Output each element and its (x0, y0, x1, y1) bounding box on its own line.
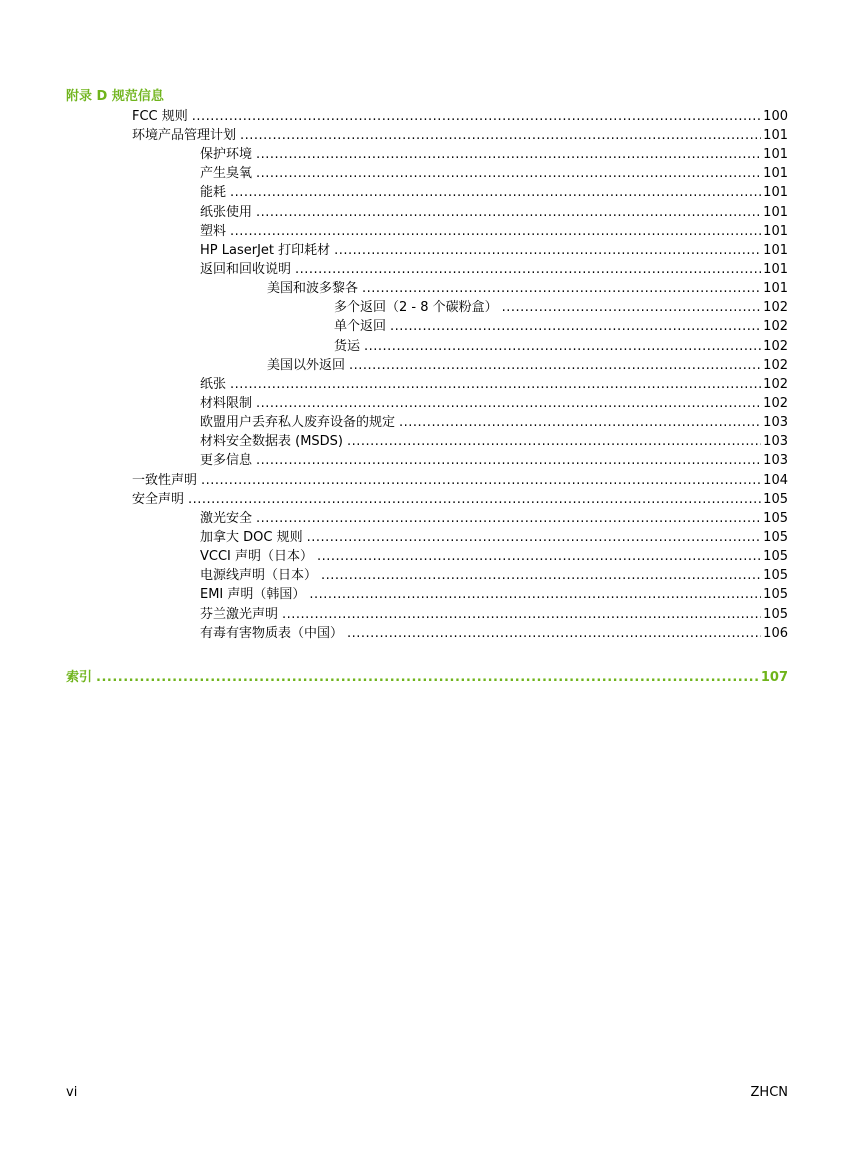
toc-entry[interactable] (200, 145, 788, 164)
toc-entry-label: VCCI 声明（日本） (200, 549, 314, 564)
toc-entry-label: 返回和回收说明 (200, 262, 292, 277)
toc-entry[interactable] (200, 164, 788, 183)
dot-leader (349, 356, 761, 375)
dot-leader (309, 585, 761, 604)
dot-leader (230, 375, 761, 394)
toc-entry-label: HP LaserJet 打印耗材 (200, 243, 331, 258)
toc-entry[interactable] (200, 509, 788, 528)
toc-entry-page: 102 (763, 358, 788, 373)
dot-leader (502, 298, 762, 317)
dot-leader (390, 317, 761, 336)
toc-entry[interactable] (200, 203, 788, 222)
toc-entry-label: 货运 (334, 339, 361, 354)
dot-leader (192, 107, 761, 126)
dot-leader (96, 668, 759, 687)
toc-entry[interactable] (200, 624, 788, 643)
toc-entry-page: 101 (763, 243, 788, 258)
toc-entry-label: FCC 规则 (132, 109, 188, 124)
appendix-title: 附录 D 规范信息 (66, 89, 164, 104)
toc-entry[interactable] (200, 222, 788, 241)
toc-entry-page: 102 (763, 300, 788, 315)
toc-entry-page: 101 (763, 147, 788, 162)
dot-leader (256, 509, 761, 528)
toc-entry-page: 102 (763, 396, 788, 411)
toc-entry[interactable] (267, 279, 788, 298)
dot-leader (364, 337, 761, 356)
dot-leader (256, 451, 761, 470)
toc-entry-page: 105 (763, 549, 788, 564)
toc-entry-page: 105 (763, 530, 788, 545)
toc-entry[interactable] (200, 375, 788, 394)
toc-entry-label: 多个返回（2 - 8 个碳粉盒） (334, 300, 498, 315)
toc-entry-page: 100 (763, 109, 788, 124)
toc-entry[interactable] (132, 107, 788, 126)
toc-entry-page: 105 (763, 587, 788, 602)
toc-entry-page: 105 (763, 492, 788, 507)
dot-leader (295, 260, 761, 279)
dot-leader (334, 241, 761, 260)
toc-entry-label: 产生臭氧 (200, 166, 253, 181)
toc-entry[interactable] (267, 356, 788, 375)
toc-entry-page: 101 (763, 281, 788, 296)
toc-entry-label: 美国和波多黎各 (267, 281, 359, 296)
toc-entry[interactable] (334, 317, 788, 336)
toc-entry[interactable] (200, 605, 788, 624)
toc-entry-label: 材料限制 (200, 396, 253, 411)
dot-leader (347, 432, 761, 451)
toc-entry-page: 106 (763, 626, 788, 641)
toc-entry[interactable] (200, 451, 788, 470)
toc-entry[interactable] (132, 126, 788, 145)
toc-entry[interactable] (200, 432, 788, 451)
toc-entry-page: 105 (763, 511, 788, 526)
toc-entry[interactable] (200, 585, 788, 604)
index-entry[interactable] (66, 668, 788, 687)
toc-entry[interactable] (200, 413, 788, 432)
toc-entry-page: 105 (763, 568, 788, 583)
toc-entry-label: 一致性声明 (132, 473, 198, 488)
toc-entry-page: 103 (763, 415, 788, 430)
dot-leader (230, 183, 761, 202)
index-entry-page: 107 (760, 670, 788, 685)
toc-entry[interactable] (200, 241, 788, 260)
footer-page-number: vi (66, 1085, 78, 1100)
toc-entry[interactable] (132, 490, 788, 509)
index-entry-label: 索引 (66, 670, 93, 685)
toc-entry-label: 激光安全 (200, 511, 253, 526)
toc-entry[interactable] (334, 337, 788, 356)
toc-entry[interactable] (200, 394, 788, 413)
dot-leader (321, 566, 761, 585)
toc-entry-label: 能耗 (200, 185, 227, 200)
toc-entry[interactable] (200, 566, 788, 585)
toc-entry-label: 加拿大 DOC 规则 (200, 530, 303, 545)
dot-leader (256, 164, 761, 183)
dot-leader (201, 471, 761, 490)
dot-leader (240, 126, 761, 145)
toc-entry-label: 材料安全数据表 (MSDS) (200, 434, 344, 449)
toc-entry[interactable] (132, 471, 788, 490)
dot-leader (362, 279, 761, 298)
dot-leader (399, 413, 761, 432)
toc-entry-label: 芬兰激光声明 (200, 607, 279, 622)
toc-entry-label: 单个返回 (334, 319, 387, 334)
toc-entry-label: 更多信息 (200, 453, 253, 468)
toc-entry-label: 有毒有害物质表（中国） (200, 626, 344, 641)
toc-entry-page: 102 (763, 339, 788, 354)
footer-language-code: ZHCN (750, 1085, 788, 1100)
toc-entry[interactable] (334, 298, 788, 317)
dot-leader (256, 203, 761, 222)
dot-leader (347, 624, 761, 643)
toc-entry[interactable] (200, 183, 788, 202)
toc-entry[interactable] (200, 260, 788, 279)
toc-entry-label: 电源线声明（日本） (200, 568, 318, 583)
toc-entry-page: 103 (763, 453, 788, 468)
toc-entry-page: 105 (763, 607, 788, 622)
toc-entry-label: 塑料 (200, 224, 227, 239)
toc-entry-page: 101 (763, 205, 788, 220)
toc-entry[interactable] (200, 528, 788, 547)
dot-leader (230, 222, 761, 241)
toc-entry-label: 美国以外返回 (267, 358, 346, 373)
dot-leader (307, 528, 762, 547)
toc-entry-page: 102 (763, 377, 788, 392)
dot-leader (282, 605, 761, 624)
toc-entry-page: 101 (763, 262, 788, 277)
toc-entry[interactable] (200, 547, 788, 566)
toc-entry-page: 101 (763, 166, 788, 181)
dot-leader (256, 394, 761, 413)
toc-entry-page: 103 (763, 434, 788, 449)
toc-entry-page: 101 (763, 128, 788, 143)
toc-entry-page: 101 (763, 224, 788, 239)
toc-entry-page: 101 (763, 185, 788, 200)
toc-entry-label: 保护环境 (200, 147, 253, 162)
toc-entry-label: 环境产品管理计划 (132, 128, 237, 143)
dot-leader (256, 145, 761, 164)
toc-entry-page: 102 (763, 319, 788, 334)
dot-leader (317, 547, 761, 566)
toc-entry-label: 纸张使用 (200, 205, 253, 220)
toc-entry-label: EMI 声明（韩国） (200, 587, 306, 602)
toc-entry-label: 安全声明 (132, 492, 185, 507)
toc-entry-label: 欧盟用户丢弃私人废弃设备的规定 (200, 415, 396, 430)
toc-entry-label: 纸张 (200, 377, 227, 392)
dot-leader (188, 490, 761, 509)
toc-entry-page: 104 (763, 473, 788, 488)
